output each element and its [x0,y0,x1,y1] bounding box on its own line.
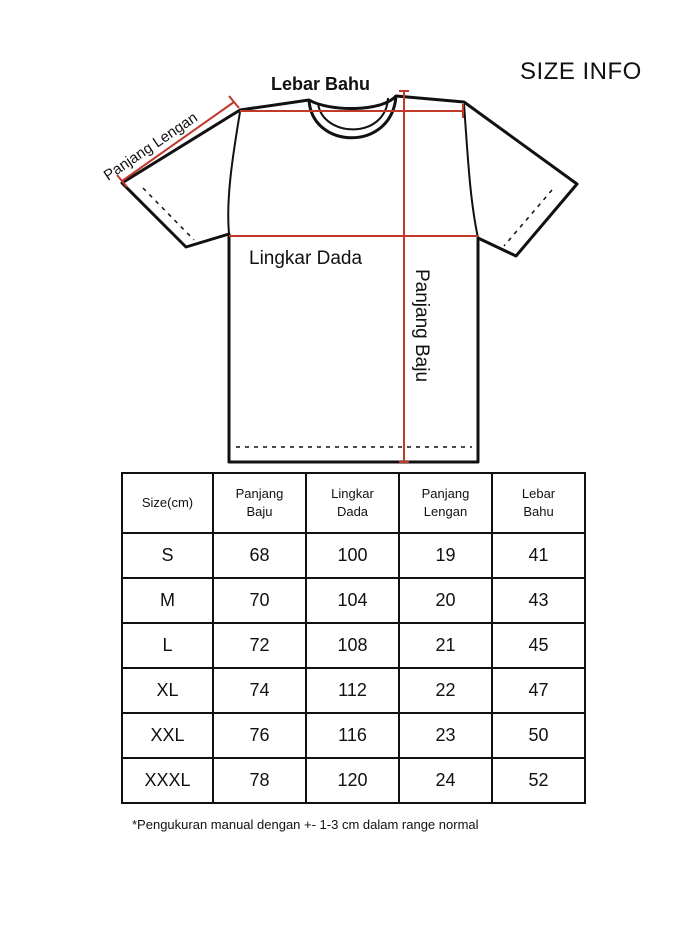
chest-label: Lingkar Dada [249,248,363,269]
table-row [122,758,585,803]
table-row [122,578,585,623]
header-shoulder: Lebar Bahu [492,473,585,533]
cell-chest: 116 [306,713,399,758]
cell-shoulder: 43 [492,578,585,623]
right-armhole-seam [464,104,478,238]
tshirt-outline [122,96,577,462]
cell-sleeve: 20 [399,578,492,623]
table-row [122,623,585,668]
cell-chest: 112 [306,668,399,713]
cell-shoulder: 47 [492,668,585,713]
cell-chest: 104 [306,578,399,623]
cell-sleeve: 19 [399,533,492,578]
cell-size: M [122,578,213,623]
cell-shoulder: 50 [492,713,585,758]
header-sleeve: Panjang Lengan [399,473,492,533]
collar-inner [318,98,388,129]
sleeve-measure-tick-end [229,96,239,108]
size-table-header-row [122,473,585,533]
cell-length: 68 [213,533,306,578]
left-armhole-seam [228,112,240,234]
cell-sleeve: 21 [399,623,492,668]
cell-length: 72 [213,623,306,668]
cell-chest: 100 [306,533,399,578]
right-sleeve-hem-stitch [504,190,552,246]
cell-size: XXL [122,713,213,758]
table-row [122,533,585,578]
cell-size: S [122,533,213,578]
table-row [122,713,585,758]
measurement-note: *Pengukuran manual dengan +- 1-3 cm dalam range normal [132,817,479,832]
header-size: Size(cm) [122,473,213,533]
header-chest: Lingkar Dada [306,473,399,533]
size-table [121,472,586,804]
cell-size: XL [122,668,213,713]
shoulder-label: Lebar Bahu [271,74,371,94]
cell-sleeve: 23 [399,713,492,758]
sleeve-label: Panjang Lengan [100,109,201,185]
cell-length: 74 [213,668,306,713]
cell-chest: 108 [306,623,399,668]
cell-chest: 120 [306,758,399,803]
cell-sleeve: 24 [399,758,492,803]
page-title: SIZE INFO [520,58,642,85]
cell-sleeve: 22 [399,668,492,713]
cell-shoulder: 45 [492,623,585,668]
sleeve-measure-line [122,102,234,181]
length-label: Panjang Baju [411,269,432,383]
cell-shoulder: 41 [492,533,585,578]
collar-outer [309,96,396,138]
cell-shoulder: 52 [492,758,585,803]
table-row [122,668,585,713]
header-length: Panjang Baju [213,473,306,533]
cell-length: 70 [213,578,306,623]
left-sleeve-hem-stitch [143,188,194,240]
cell-size: L [122,623,213,668]
cell-length: 78 [213,758,306,803]
cell-size: XXXL [122,758,213,803]
cell-length: 76 [213,713,306,758]
